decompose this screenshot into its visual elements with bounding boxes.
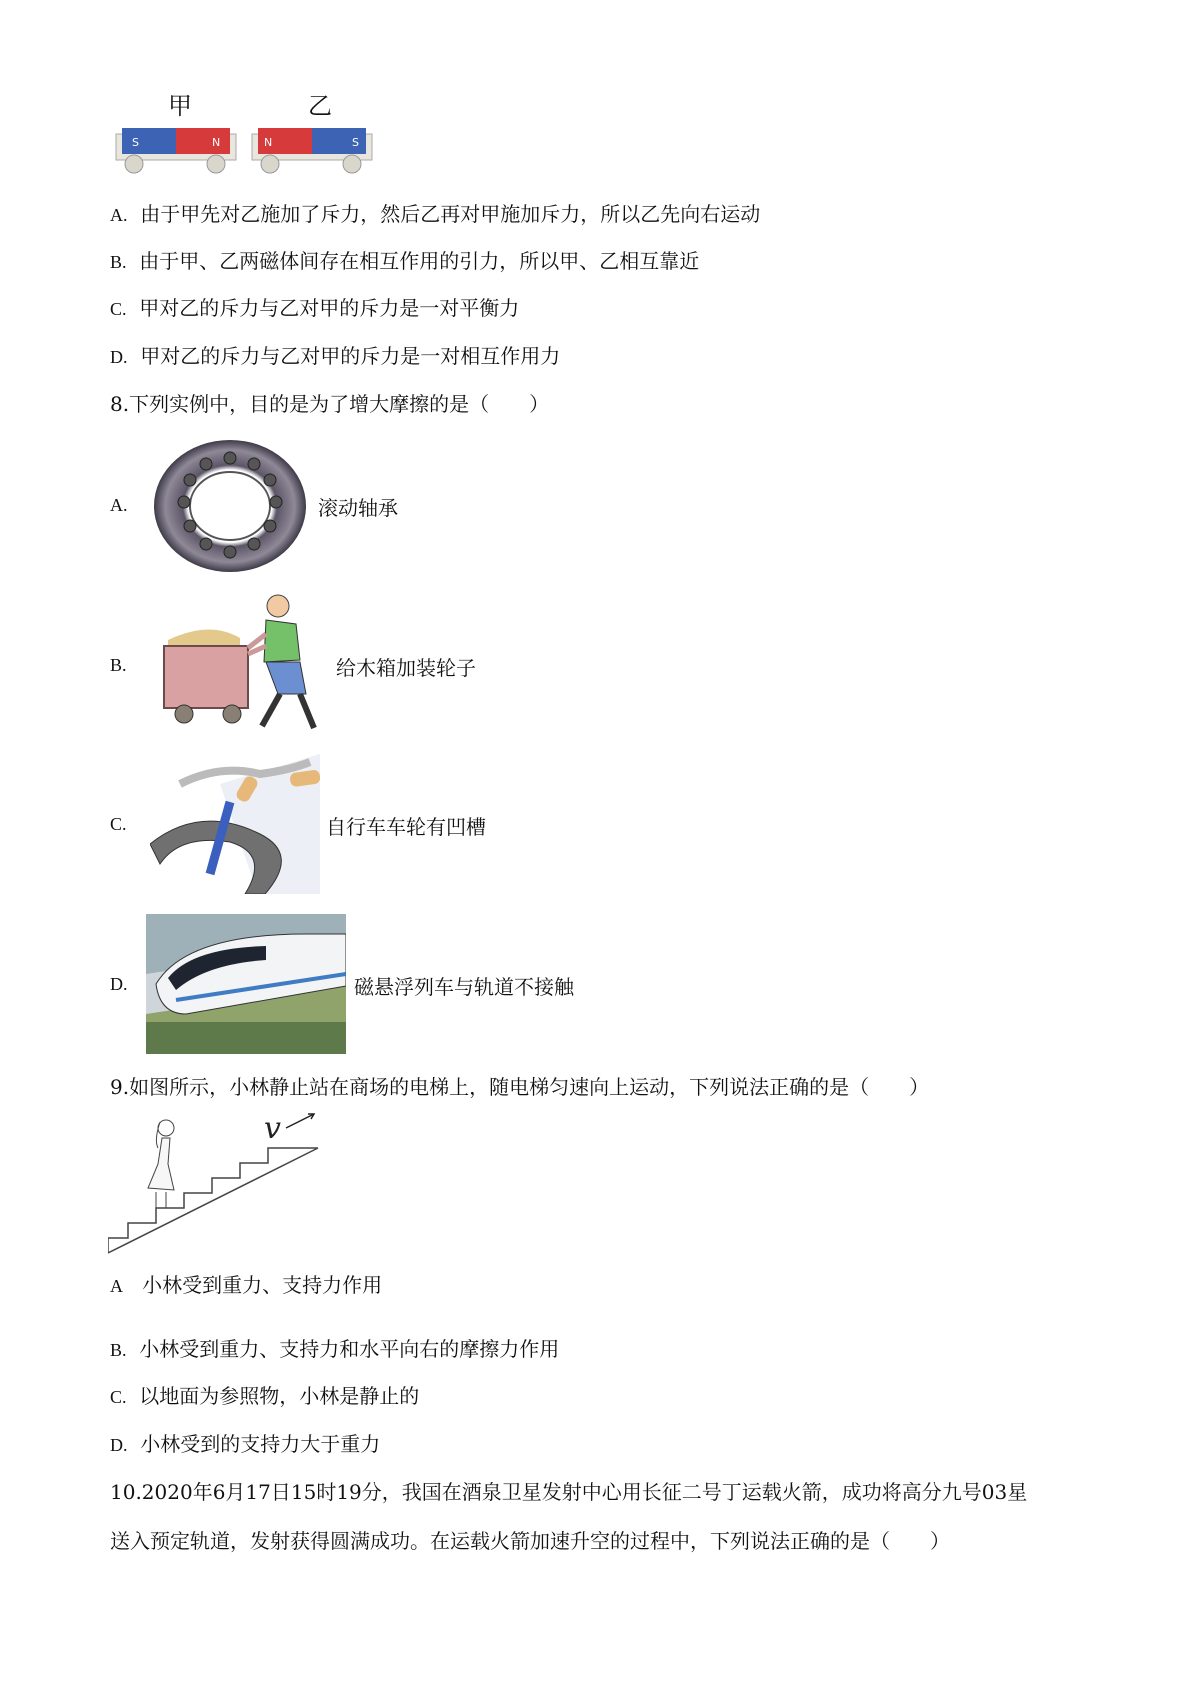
option-letter: B. xyxy=(110,252,127,272)
option-text: 由于甲先对乙施加了斥力，然后乙再对甲施加斥力，所以乙先向右运动 xyxy=(140,202,761,226)
q8-option-a-letter xyxy=(110,492,128,516)
option-letter: C. xyxy=(110,1387,127,1407)
q9-option-d xyxy=(110,1428,380,1457)
wooden-box-cart-image xyxy=(150,590,340,740)
option-text: 以地面为参照物，小林是静止的 xyxy=(139,1384,420,1408)
option-letter: D. xyxy=(110,974,128,994)
q7-option-b xyxy=(110,245,699,274)
option-text: 由于甲、乙两磁体间存在相互作用的引力，所以甲、乙相互靠近 xyxy=(139,249,700,273)
q9-option-b xyxy=(110,1333,559,1362)
q7-option-d xyxy=(110,340,560,369)
bicycle-wheel-image xyxy=(150,754,320,894)
q9-option-c xyxy=(110,1380,419,1409)
velocity-label: v xyxy=(264,1111,281,1146)
label-jia: 甲 xyxy=(168,92,192,120)
q7-option-a xyxy=(110,198,760,227)
q8-option-a-caption: 滚动轴承 xyxy=(318,496,398,520)
label-yi: 乙 xyxy=(308,92,332,120)
option-text: 甲对乙的斥力与乙对甲的斥力是一对平衡力 xyxy=(139,296,520,320)
option-text: 小林受到重力、支持力和水平向右的摩擦力作用 xyxy=(139,1337,560,1361)
escalator-figure xyxy=(108,1108,328,1258)
q8-option-b-caption: 给木箱加装轮子 xyxy=(336,656,476,680)
option-letter: D. xyxy=(110,347,128,367)
option-text: 小林受到重力、支持力作用 xyxy=(142,1273,383,1297)
svg-text:N: N xyxy=(264,136,273,149)
svg-text:N: N xyxy=(212,136,221,149)
q8-option-c-letter xyxy=(110,811,127,835)
rolling-bearing-image xyxy=(150,436,310,576)
option-letter: C. xyxy=(110,299,127,319)
option-letter: A. xyxy=(110,495,128,515)
q8-option-c-caption: 自行车车轮有凹槽 xyxy=(326,815,486,839)
q10-stem-line2: 送入预定轨道，发射获得圆满成功。在运载火箭加速升空的过程中，下列说法正确的是（ ） xyxy=(110,1529,950,1553)
option-letter: C. xyxy=(110,814,127,834)
q8-stem: 8.下列实例中，目的是为了增大摩擦的是（ ） xyxy=(110,392,550,416)
q10-stem-line1: 10.2020年6月17日15时19分，我国在酒泉卫星发射中心用长征二号丁运载火箭，成功将高分九号03星 xyxy=(110,1480,1028,1504)
option-text: 小林受到的支持力大于重力 xyxy=(140,1432,381,1456)
q9-stem: 9.如图所示，小林静止站在商场的电梯上，随电梯匀速向上运动，下列说法正确的是（ ） xyxy=(110,1075,930,1099)
option-text: 甲对乙的斥力与乙对甲的斥力是一对相互作用力 xyxy=(140,344,561,368)
magnet-cart-figure xyxy=(112,86,392,176)
maglev-train-image xyxy=(146,914,346,1054)
svg-text:S: S xyxy=(352,136,359,149)
option-letter: D. xyxy=(110,1435,128,1455)
magnet-carts-drawing xyxy=(112,86,392,176)
q7-option-c xyxy=(110,292,519,321)
q9-option-a xyxy=(110,1269,382,1298)
q8-option-b-letter xyxy=(110,652,127,676)
option-letter: A. xyxy=(110,205,128,225)
option-letter: A xyxy=(110,1276,123,1296)
q8-option-d-caption: 磁悬浮列车与轨道不接触 xyxy=(354,975,574,999)
q8-option-d-letter xyxy=(110,971,128,995)
option-letter: B. xyxy=(110,655,127,675)
svg-text:S: S xyxy=(132,136,139,149)
option-letter: B. xyxy=(110,1340,127,1360)
